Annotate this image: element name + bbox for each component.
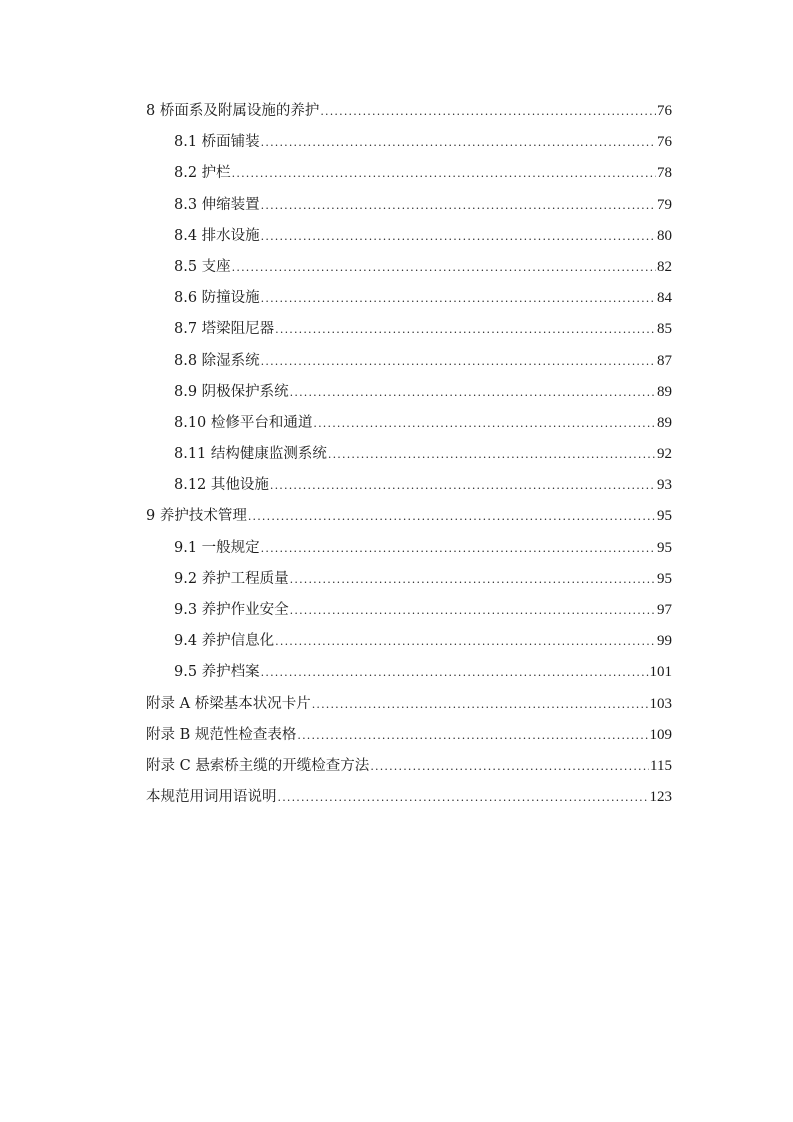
toc-entry-label: 附录 A 桥梁基本状况卡片 (146, 695, 311, 712)
dot-leader (261, 657, 649, 688)
toc-entry[interactable] (146, 751, 672, 782)
toc-entry[interactable] (146, 377, 672, 408)
toc-entry-label: 8 桥面系及附属设施的养护 (146, 103, 320, 119)
toc-entry[interactable] (146, 190, 672, 221)
toc-entry-page: 93 (657, 477, 672, 494)
dot-leader (275, 626, 656, 657)
toc-entry[interactable] (146, 283, 672, 314)
toc-entry-label: 附录 B 规范性检查表格 (146, 726, 297, 743)
toc-entry[interactable] (146, 564, 672, 595)
toc-entry[interactable] (146, 127, 672, 158)
toc-entry[interactable] (146, 720, 672, 751)
dot-leader (313, 408, 656, 439)
toc-entry-label: 8.10 检修平台和通道 (174, 414, 313, 431)
toc-entry-label: 8.7 塔梁阻尼器 (174, 321, 275, 338)
toc-entry-page: 89 (657, 414, 672, 431)
toc-entry-page: 78 (657, 165, 672, 182)
toc-entry[interactable] (146, 501, 672, 532)
toc-entry-page: 89 (657, 383, 672, 400)
toc-entry-page: 99 (657, 633, 672, 650)
dot-leader (232, 158, 656, 189)
toc-entry[interactable] (146, 595, 672, 626)
toc-entry[interactable] (146, 626, 672, 657)
toc-entry-page: 85 (657, 321, 672, 338)
toc-entry-page: 82 (657, 258, 672, 275)
toc-entry-page: 101 (649, 664, 672, 681)
dot-leader (290, 564, 656, 595)
toc-entry-label: 本规范用词用语说明 (146, 789, 277, 806)
dot-leader (261, 127, 656, 158)
toc-entry-page: 95 (657, 570, 672, 587)
dot-leader (261, 346, 656, 377)
dot-leader (312, 689, 649, 720)
toc-entry-page: 92 (657, 446, 672, 463)
table-of-contents (146, 96, 672, 813)
toc-entry-label: 8.6 防撞设施 (174, 290, 260, 307)
dot-leader (275, 314, 656, 345)
toc-entry[interactable] (146, 408, 672, 439)
toc-entry[interactable] (146, 657, 672, 688)
dot-leader (261, 283, 656, 314)
toc-entry-label: 8.9 阴极保护系统 (174, 383, 289, 400)
toc-entry-label: 9.5 养护档案 (174, 664, 260, 681)
toc-entry-page: 95 (657, 539, 672, 556)
toc-entry-page: 109 (649, 726, 672, 743)
toc-entry-label: 9.1 一般规定 (174, 539, 260, 556)
toc-entry[interactable] (146, 470, 672, 501)
toc-entry-page: 115 (650, 757, 672, 774)
toc-entry[interactable] (146, 158, 672, 189)
dot-leader (297, 720, 648, 751)
dot-leader (261, 533, 656, 564)
toc-entry[interactable] (146, 533, 672, 564)
toc-entry[interactable] (146, 221, 672, 252)
toc-entry-page: 97 (657, 602, 672, 618)
toc-entry-label: 8.4 排水设施 (174, 227, 260, 244)
toc-entry-page: 123 (649, 789, 672, 806)
dot-leader (248, 501, 656, 532)
toc-entry[interactable] (146, 314, 672, 345)
toc-entry-label: 8.2 护栏 (174, 165, 231, 182)
toc-entry-page: 87 (657, 352, 672, 369)
dot-leader (290, 377, 656, 408)
toc-entry-label: 8.1 桥面铺装 (174, 134, 260, 151)
toc-entry-label: 8.3 伸缩装置 (174, 196, 260, 213)
toc-entry-label: 8.8 除湿系统 (174, 352, 260, 369)
toc-entry-label: 附录 C 悬索桥主缆的开缆检查方法 (146, 757, 370, 774)
dot-leader (290, 595, 656, 626)
dot-leader (261, 221, 656, 252)
toc-entry-label: 8.12 其他设施 (174, 477, 269, 494)
toc-entry-page: 79 (657, 196, 672, 213)
toc-entry-label: 9.4 养护信息化 (174, 633, 275, 650)
dot-leader (328, 439, 656, 470)
toc-entry-label: 9.3 养护作业安全 (174, 602, 289, 618)
toc-entry-label: 8.11 结构健康监测系统 (174, 446, 327, 463)
toc-entry-label: 9 养护技术管理 (146, 508, 247, 525)
toc-entry[interactable] (146, 782, 672, 813)
toc-entry-page: 103 (649, 695, 672, 712)
dot-leader (370, 751, 649, 782)
dot-leader (278, 782, 649, 813)
toc-entry-page: 95 (657, 508, 672, 525)
toc-entry-page: 76 (657, 103, 672, 119)
toc-entry[interactable] (146, 96, 672, 127)
dot-leader (261, 190, 656, 221)
toc-entry[interactable] (146, 689, 672, 720)
toc-entry-label: 8.5 支座 (174, 258, 231, 275)
dot-leader (270, 470, 656, 501)
toc-entry[interactable] (146, 439, 672, 470)
toc-entry-page: 76 (657, 134, 672, 151)
toc-entry-label: 9.2 养护工程质量 (174, 570, 289, 587)
dot-leader (320, 96, 656, 127)
toc-entry-page: 84 (657, 290, 672, 307)
dot-leader (232, 252, 656, 283)
toc-entry[interactable] (146, 346, 672, 377)
toc-entry-page: 80 (657, 227, 672, 244)
toc-entry[interactable] (146, 252, 672, 283)
